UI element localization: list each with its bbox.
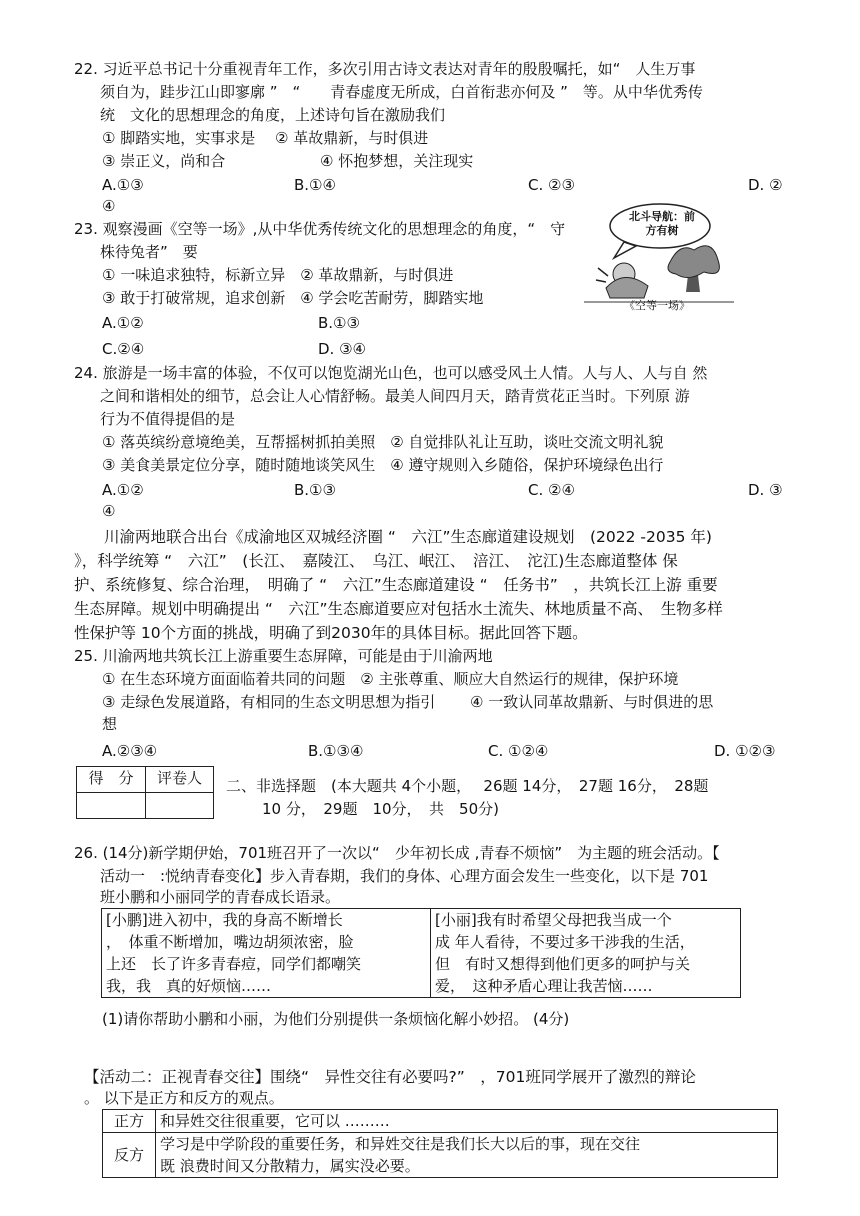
q26-activity2-line1: 【活动二：正视青春交往】围绕“ 异性交往有必要吗?” ，701班同学展开了激烈的辩论 (84, 1068, 696, 1086)
q22-stem-line1: 22. 习近平总书记十分重视青年工作，多次引用古诗文表达对青年的殷殷嘱托，如“ 人生万事 (74, 60, 696, 78)
pro-text: 和异姓交往很重要，它可以 ……… (156, 1110, 778, 1133)
cartoon-caption: 《空等一场》 (624, 299, 690, 312)
xiaopeng-line1: [小鹏]进入初中，我的身高不断增长 (106, 911, 343, 929)
q22-options-row1: ① 脚踏实地，实事求是 ② 革故鼎新，与时俱进 (102, 129, 429, 147)
xiaopeng-line2: ， 体重不断增加，嘴边胡须浓密，脸 (106, 933, 354, 951)
xiaopeng-line3: 上还 长了许多青春痘，同学们都嘲笑 (106, 955, 362, 973)
q22-choice-a[interactable]: A.①③ (102, 176, 144, 194)
cartoon-speech-bubble: 北斗导航：前方有树 (629, 210, 695, 237)
q23-options-row1: ① 一味追求独特，标新立异 ② 革故鼎新，与时俱进 (102, 266, 454, 284)
q24-options-row2: ③ 美食美景定位分享，随时随地谈笑风生 ④ 遵守规则入乡随俗，保护环境绿色出行 (102, 456, 664, 474)
q22-choice-b[interactable]: B.①④ (294, 176, 336, 194)
passage-line4: 生态屏障。规划中明确提出 “ 六江”生态廊道要应对包括水土流失、林地质量不高、 生物多样 (74, 600, 723, 618)
q22-choice-d-wrap: ④ (102, 197, 116, 215)
q23-choice-d[interactable]: D. ③④ (318, 340, 366, 358)
q22-choice-d[interactable]: D. ② (748, 176, 783, 194)
con-text-line2: 既 浪费时间又分散精力，属实没必要。 (160, 1157, 420, 1175)
q26-activity2-line2: 。 以下是正方和反方的观点。 (84, 1089, 284, 1107)
q26-stem-line2: 活动一 :悦纳青春变化】步入青春期，我们的身体、心理方面会发生一些变化，以下是 701 (100, 867, 709, 885)
con-label: 反方 (103, 1133, 156, 1178)
q23-stem-line1: 23. 观察漫画《空等一场》,从中华优秀传统文化的思想理念的角度，“ 守 (74, 220, 566, 238)
q25-options-row1: ① 在生态环境方面面临着共同的问题 ② 主张尊重、顺应大自然运行的规律，保护环境 (102, 670, 679, 688)
q26-stem-line1: 26. (14分)新学期伊始，701班召开了一次以“ 少年初长成 ,青春不烦恼” 为主题的班会活动。【 (74, 844, 720, 862)
xiaoli-line3: 但 有时又想得到他们更多的呵护与关 (435, 955, 691, 973)
q25-options-row2: ③ 走绿色发展道路，有相同的生态文明思想为指引 ④ 一致认同革故鼎新、与时俱进的思 (102, 693, 714, 711)
q26-subquestion-1: (1)请你帮助小鹏和小丽，为他们分别提供一条烦恼化解小妙招。 (4分) (102, 1010, 570, 1028)
q25-choice-b[interactable]: B.①③④ (308, 742, 364, 760)
q23-choice-c[interactable]: C.②④ (102, 340, 145, 358)
q25-stem-line1: 25. 川渝两地共筑长江上游重要生态屏障，可能是由于川渝两地 (74, 647, 493, 665)
q23-choice-b[interactable]: B.①③ (318, 314, 360, 332)
q22-choice-c[interactable]: C. ②③ (528, 176, 575, 194)
q22-stem-line3: 统 文化的思想理念的角度，上述诗句旨在激励我们 (100, 106, 446, 124)
q23-choice-a[interactable]: A.①② (102, 314, 144, 332)
q25-choice-a[interactable]: A.②③④ (102, 742, 158, 760)
q23-stem-line2: 株待兔者” 要 (100, 243, 198, 261)
q24-stem-line2: 之间和谐相处的细节，总会让人心情舒畅。最美人间四月天，踏青赏花正当时。下列原 游 (100, 387, 690, 405)
q24-choice-d-wrap: ④ (102, 502, 116, 520)
xiaoli-line4: 爱， 这种矛盾心理让我苦恼…… (435, 977, 653, 995)
pro-label: 正方 (103, 1110, 156, 1133)
q24-options-row1: ① 落英缤纷意境绝美，互帮摇树抓拍美照 ② 自觉排队礼让互助，谈吐交流文明礼貌 (102, 433, 664, 451)
section2-header-line2: 10 分， 29题 10分， 共 50分) (262, 800, 499, 818)
section2-header-line1: 二、非选择题 (本大题共 4个小题， 26题 14分， 27题 16分， 28题 (226, 777, 709, 795)
con-text-cell (156, 1133, 778, 1178)
q26-xiaopeng-cell (102, 909, 431, 998)
score-box-score-cell[interactable] (77, 793, 146, 819)
score-box-score-header: 得 分 (77, 767, 146, 793)
score-box (76, 766, 214, 819)
q23-options-row2: ③ 敢于打破常规，追求创新 ④ 学会吃苦耐劳，脚踏实地 (102, 289, 484, 307)
q22-options-row2: ③ 崇正义，尚和合 ④ 怀抱梦想，关注现实 (102, 152, 474, 170)
xiaopeng-line4: 我，我 真的好烦恼…… (106, 977, 272, 995)
q24-choice-b[interactable]: B.①③ (294, 481, 336, 499)
q26-quotes-table (101, 908, 741, 998)
cartoon-illustration (584, 198, 734, 316)
q24-choice-a[interactable]: A.①② (102, 481, 144, 499)
q25-choice-d[interactable]: D. ①②③ (714, 742, 776, 760)
q22-stem-line2: 须自为，跬步江山即寥廓 ” “ 青春虚度无所成，白首衔悲亦何及 ” 等。从中华优秀传 (100, 83, 703, 101)
q24-choice-c[interactable]: C. ②④ (528, 481, 575, 499)
passage-line2: 》，科学统筹 “ 六江” (长江、 嘉陵江、 乌江、岷江、 涪江、 沱江)生态廊道整体 保 (74, 552, 678, 570)
xiaoli-line1: [小丽]我有时希望父母把我当成一个 (435, 911, 672, 929)
con-text-line1: 学习是中学阶段的重要任务，和异姓交往是我们长大以后的事，现在交往 (160, 1135, 641, 1153)
q24-stem-line3: 行为不值得提倡的是 (100, 410, 236, 428)
q24-choice-d[interactable]: D. ③ (748, 481, 783, 499)
score-box-grader-header: 评卷人 (146, 767, 214, 793)
debate-table (102, 1109, 778, 1178)
q26-stem-line3: 班小鹏和小丽同学的青春成长语录。 (100, 888, 341, 906)
score-box-grader-cell[interactable] (146, 793, 214, 819)
passage-line1: 川渝两地联合出台《成渝地区双城经济圈 “ 六江”生态廊道建设规划 (2022 -2035 年) (104, 528, 712, 546)
xiaoli-line2: 成 年人看待，不要过多干涉我的生活， (435, 933, 695, 951)
q26-xiaoli-cell (431, 909, 741, 998)
passage-line5: 性保护等 10个方面的挑战，明确了到2030年的具体目标。据此回答下题。 (74, 624, 588, 642)
q25-options-row3: 想 (102, 715, 118, 733)
q24-stem-line1: 24. 旅游是一场丰富的体验，不仅可以饱览湖光山色，也可以感受风土人情。人与人、人与自 然 (74, 364, 708, 382)
passage-line3: 护、系统修复、综合治理， 明确了 “ 六江”生态廊道建设 “ 任务书” ，共筑长江上游 重要 (74, 576, 718, 594)
q25-choice-c[interactable]: C. ①②④ (488, 742, 549, 760)
